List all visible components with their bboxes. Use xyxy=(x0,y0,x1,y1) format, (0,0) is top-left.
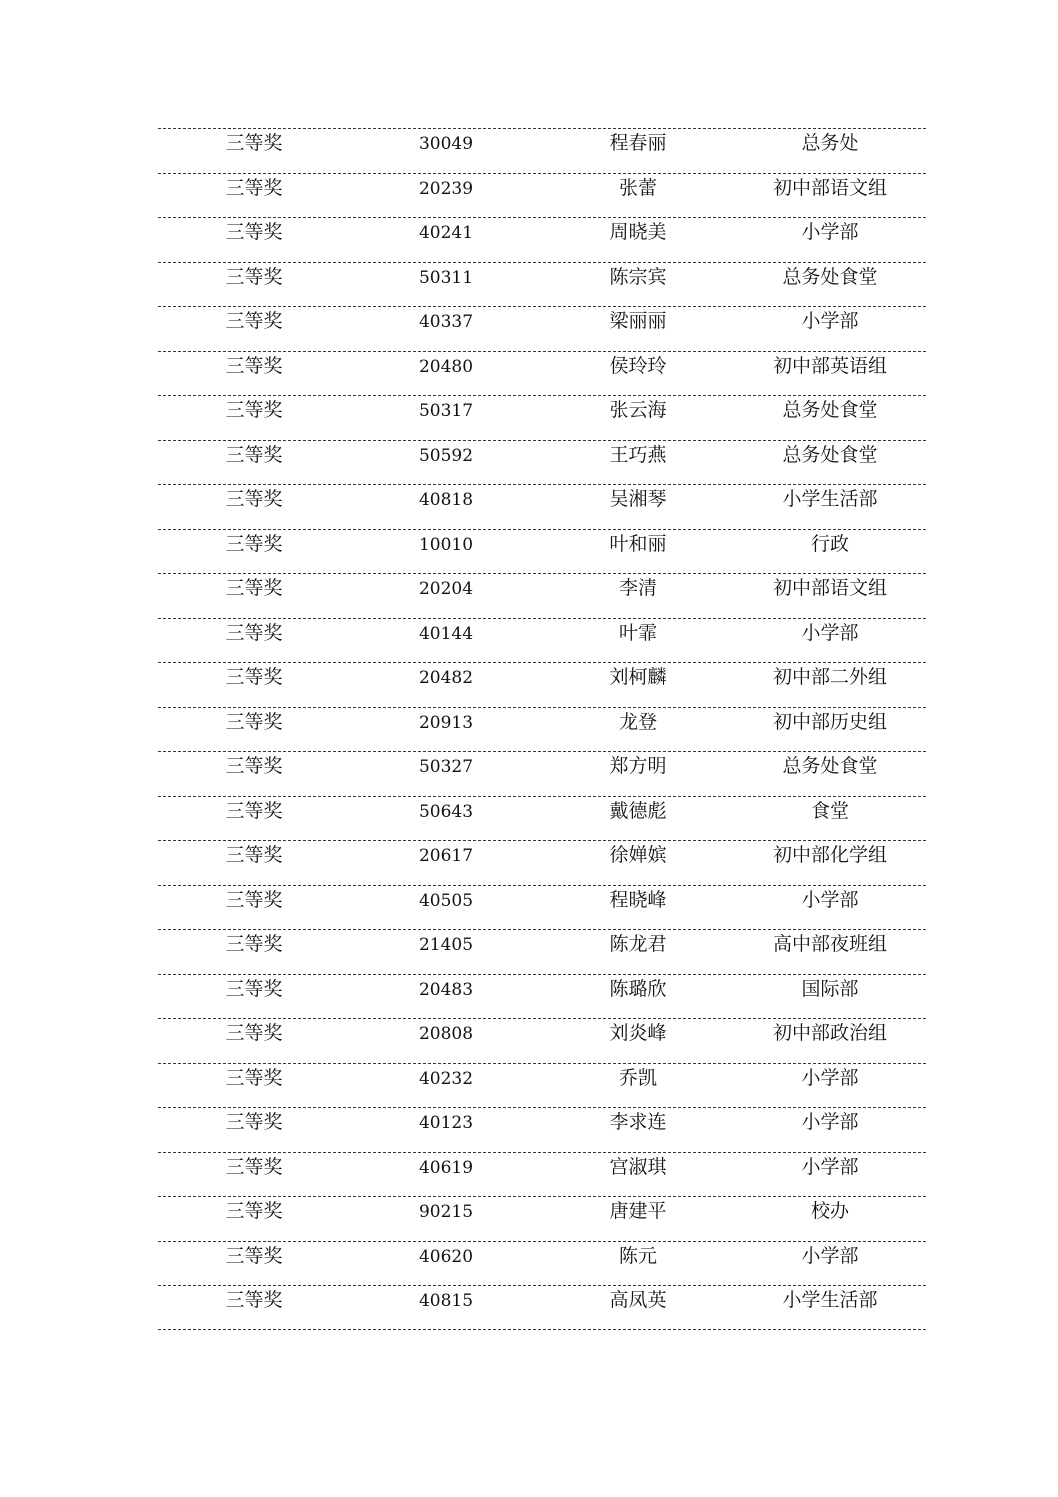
dept-cell: 初中部二外组 xyxy=(772,666,887,688)
name-cell: 程晓峰 xyxy=(609,888,667,911)
award-cell: 三等奖 xyxy=(225,755,283,777)
table-row xyxy=(158,484,926,529)
id-cell: 10010 xyxy=(418,534,474,555)
award-cell: 三等奖 xyxy=(225,1244,283,1267)
award-cell: 三等奖 xyxy=(225,933,283,955)
id-cell: 30049 xyxy=(418,134,474,154)
dept-cell: 初中部化学组 xyxy=(772,844,887,866)
name-cell: 唐建平 xyxy=(609,1200,667,1222)
name-cell: 叶和丽 xyxy=(609,532,667,555)
id-cell: 40818 xyxy=(418,490,474,510)
name-cell: 叶霏 xyxy=(618,621,657,644)
dept-cell: 小学部 xyxy=(801,1111,859,1133)
table-row xyxy=(158,1018,926,1063)
table-row xyxy=(158,1241,926,1286)
name-cell: 徐婵嫔 xyxy=(609,844,667,866)
dept-cell: 初中部历史组 xyxy=(772,710,887,733)
award-cell: 三等奖 xyxy=(225,1066,283,1089)
name-cell: 龙登 xyxy=(618,710,657,733)
name-cell: 陈龙君 xyxy=(609,933,667,955)
name-cell: 周晓美 xyxy=(609,221,667,243)
dept-cell: 总务处食堂 xyxy=(782,399,878,421)
id-cell: 20913 xyxy=(418,712,474,733)
id-cell: 40505 xyxy=(418,890,474,911)
id-cell: 40337 xyxy=(418,312,474,332)
award-cell: 三等奖 xyxy=(225,577,283,599)
dept-cell: 初中部政治组 xyxy=(772,1022,887,1044)
id-cell: 20808 xyxy=(418,1024,474,1044)
table-row xyxy=(158,662,926,707)
award-cell: 三等奖 xyxy=(225,1022,283,1044)
id-cell: 20483 xyxy=(418,979,474,1000)
name-cell: 张云海 xyxy=(609,399,667,421)
name-cell: 程春丽 xyxy=(609,132,667,154)
id-cell: 40123 xyxy=(418,1113,474,1133)
id-cell: 20204 xyxy=(418,579,474,599)
name-cell: 乔凯 xyxy=(618,1066,657,1089)
award-cell: 三等奖 xyxy=(225,888,283,911)
award-cell: 三等奖 xyxy=(225,221,283,243)
dept-cell: 总务处食堂 xyxy=(782,265,878,288)
dept-cell: 总务处 xyxy=(801,132,859,154)
table-row xyxy=(158,796,926,841)
table-row xyxy=(158,529,926,574)
name-cell: 宫淑琪 xyxy=(609,1155,667,1178)
name-cell: 李求连 xyxy=(609,1111,667,1133)
award-cell: 三等奖 xyxy=(225,132,283,154)
table-row xyxy=(158,618,926,663)
table-row xyxy=(158,929,926,974)
dept-cell: 行政 xyxy=(810,532,849,555)
table-row xyxy=(158,573,926,618)
id-cell: 21405 xyxy=(418,935,474,955)
name-cell: 梁丽丽 xyxy=(609,310,667,332)
award-cell: 三等奖 xyxy=(225,1111,283,1133)
award-table xyxy=(158,128,926,1330)
name-cell: 刘炎峰 xyxy=(609,1022,667,1044)
award-cell: 三等奖 xyxy=(225,621,283,644)
award-cell: 三等奖 xyxy=(225,310,283,332)
dept-cell: 国际部 xyxy=(801,977,859,1000)
table-row xyxy=(158,751,926,796)
id-cell: 50327 xyxy=(418,757,474,777)
table-row xyxy=(158,351,926,396)
award-cell: 三等奖 xyxy=(225,844,283,866)
award-cell: 三等奖 xyxy=(225,710,283,733)
table-row xyxy=(158,840,926,885)
dept-cell: 小学部 xyxy=(801,1244,859,1267)
id-cell: 50592 xyxy=(418,445,474,466)
table-row xyxy=(158,306,926,351)
name-cell: 张蕾 xyxy=(618,176,657,199)
dept-cell: 小学部 xyxy=(801,1066,859,1089)
id-cell: 20482 xyxy=(418,668,474,688)
id-cell: 40620 xyxy=(418,1246,474,1267)
award-cell: 三等奖 xyxy=(225,399,283,421)
name-cell: 王巧燕 xyxy=(609,443,667,466)
table-row xyxy=(158,262,926,307)
id-cell: 40815 xyxy=(418,1291,474,1311)
table-row xyxy=(158,440,926,485)
dept-cell: 小学部 xyxy=(801,1155,859,1178)
table-row xyxy=(158,707,926,752)
table-row xyxy=(158,395,926,440)
name-cell: 吴湘琴 xyxy=(609,488,667,510)
table-row xyxy=(158,974,926,1019)
dept-cell: 小学生活部 xyxy=(782,1289,878,1311)
award-cell: 三等奖 xyxy=(225,977,283,1000)
table-row xyxy=(158,1152,926,1197)
id-cell: 40241 xyxy=(418,223,474,243)
dept-cell: 小学部 xyxy=(801,221,859,243)
table-row xyxy=(158,1285,926,1330)
dept-cell: 总务处食堂 xyxy=(782,755,878,777)
award-cell: 三等奖 xyxy=(225,1155,283,1178)
dept-cell: 小学生活部 xyxy=(782,488,878,510)
id-cell: 20617 xyxy=(418,846,474,866)
name-cell: 戴德彪 xyxy=(609,799,667,822)
dept-cell: 食堂 xyxy=(810,799,849,822)
award-cell: 三等奖 xyxy=(225,176,283,199)
name-cell: 刘柯麟 xyxy=(609,666,667,688)
table-row xyxy=(158,1196,926,1241)
award-cell: 三等奖 xyxy=(225,354,283,377)
award-cell: 三等奖 xyxy=(225,488,283,510)
dept-cell: 小学部 xyxy=(801,621,859,644)
table-row xyxy=(158,1063,926,1108)
name-cell: 侯玲玲 xyxy=(609,354,667,377)
award-cell: 三等奖 xyxy=(225,666,283,688)
id-cell: 90215 xyxy=(418,1202,474,1222)
dept-cell: 初中部语文组 xyxy=(772,577,887,599)
table-row xyxy=(158,128,926,173)
id-cell: 20239 xyxy=(418,178,474,199)
table-row xyxy=(158,885,926,930)
table-row xyxy=(158,1107,926,1152)
award-cell: 三等奖 xyxy=(225,265,283,288)
table-row xyxy=(158,173,926,218)
dept-cell: 初中部语文组 xyxy=(772,176,887,199)
dept-cell: 小学部 xyxy=(801,310,859,332)
dept-cell: 初中部英语组 xyxy=(772,354,887,377)
award-cell: 三等奖 xyxy=(225,799,283,822)
name-cell: 陈宗宾 xyxy=(609,265,667,288)
name-cell: 郑方明 xyxy=(609,755,667,777)
name-cell: 陈元 xyxy=(618,1244,657,1267)
id-cell: 50317 xyxy=(418,401,474,421)
id-cell: 40619 xyxy=(418,1157,474,1178)
table-row xyxy=(158,217,926,262)
id-cell: 40144 xyxy=(418,623,474,644)
id-cell: 50643 xyxy=(418,801,474,822)
id-cell: 50311 xyxy=(418,267,474,288)
id-cell: 40232 xyxy=(418,1068,474,1089)
award-cell: 三等奖 xyxy=(225,1289,283,1311)
name-cell: 陈璐欣 xyxy=(609,977,667,1000)
dept-cell: 小学部 xyxy=(801,888,859,911)
award-cell: 三等奖 xyxy=(225,443,283,466)
name-cell: 李清 xyxy=(618,577,657,599)
dept-cell: 校办 xyxy=(810,1200,849,1222)
award-cell: 三等奖 xyxy=(225,532,283,555)
id-cell: 20480 xyxy=(418,356,474,377)
name-cell: 高凤英 xyxy=(609,1289,667,1311)
dept-cell: 总务处食堂 xyxy=(782,443,878,466)
dept-cell: 高中部夜班组 xyxy=(772,933,887,955)
award-cell: 三等奖 xyxy=(225,1200,283,1222)
